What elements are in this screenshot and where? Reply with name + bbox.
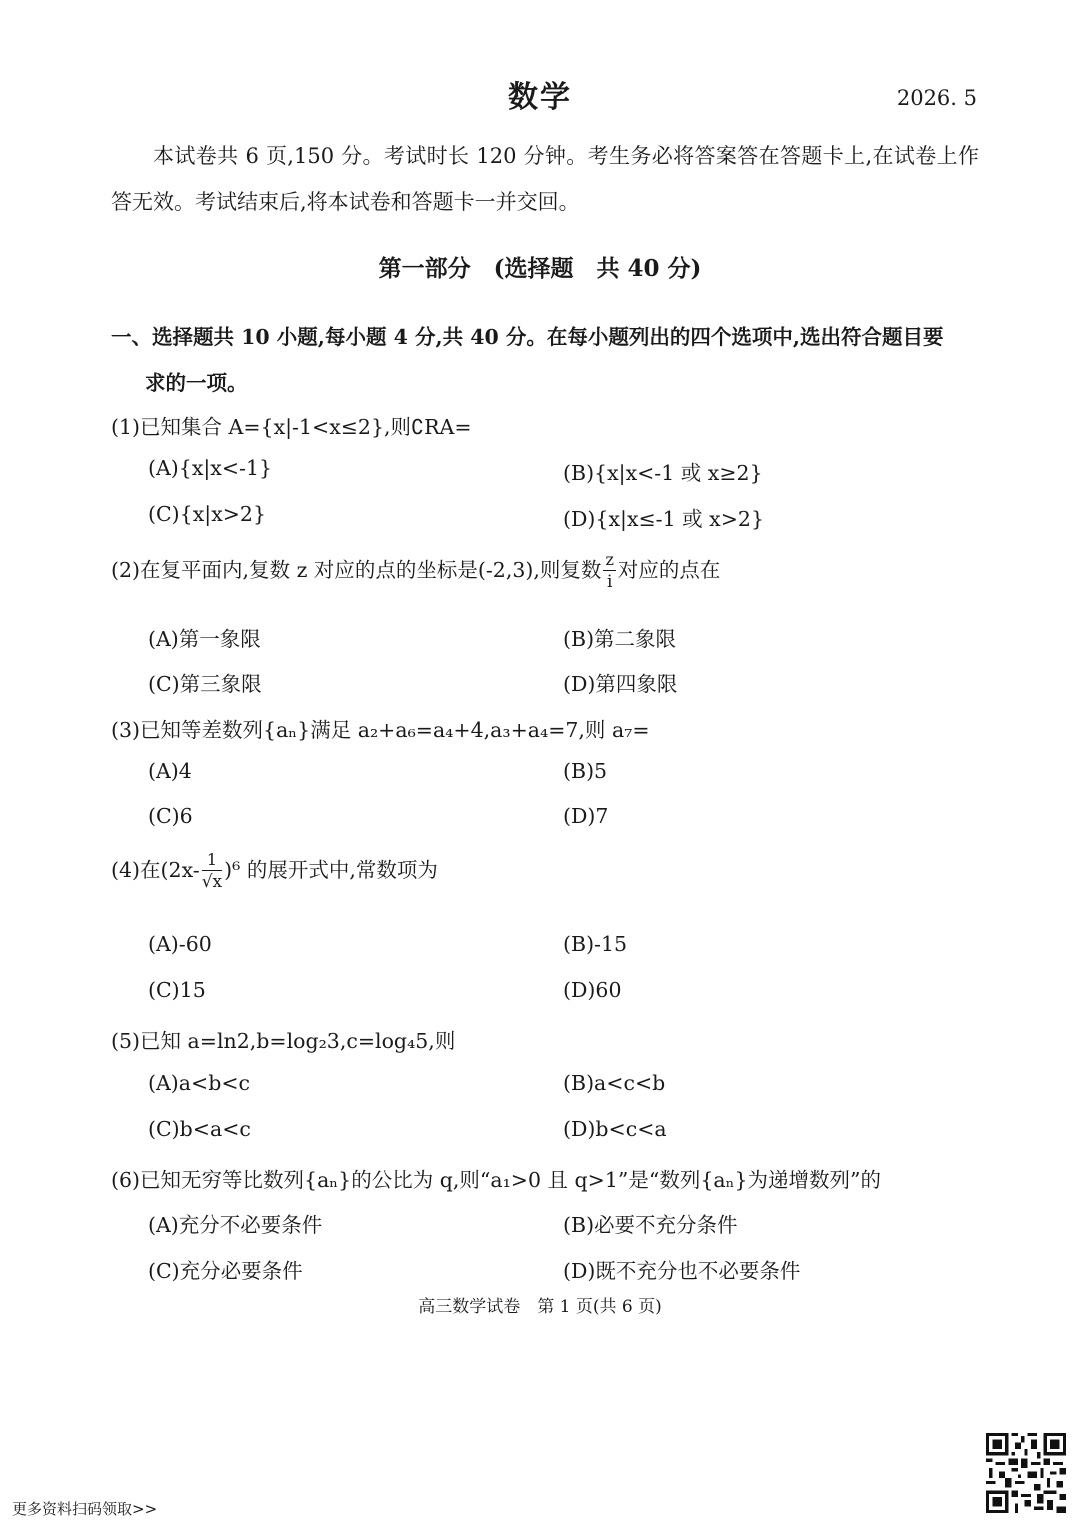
qr-code-icon[interactable] <box>986 1433 1066 1513</box>
question-2-stem <box>111 552 720 591</box>
question-5-option-b: (B)a<c<b <box>563 1071 666 1095</box>
question-4-fraction <box>202 852 222 891</box>
question-2-stem-text-b: 对应的点在 <box>617 558 721 582</box>
question-3-option-c: (C)6 <box>148 804 193 828</box>
question-6-option-d: (D)既不充分也不必要条件 <box>563 1259 801 1283</box>
exam-instructions: 本试卷共 6 页,150 分。考试时长 120 分钟。考生务必将答案答在答题卡上,在试卷上作答无效。考试结束后,将本试卷和答题卡一并交回。 <box>111 144 979 214</box>
question-2-fraction <box>603 552 615 591</box>
question-3-stem: (3)已知等差数列{aₙ}满足 a₂+a₆=a₄+4,a₃+a₄=7,则 a₇= <box>111 718 650 742</box>
more-resources-link[interactable]: 更多资料扫码领取>> <box>12 1500 158 1518</box>
exam-title: 数学 <box>508 80 572 115</box>
question-4-option-a: (A)-60 <box>148 932 212 956</box>
page-footer: 高三数学试卷 第 1 页(共 6 页) <box>418 1297 662 1317</box>
question-1-stem: (1)已知集合 A={x|-1<x≤2},则∁RA= <box>111 415 472 439</box>
question-2-option-a: (A)第一象限 <box>148 627 261 651</box>
question-1-option-b: (B){x|x<-1 或 x≥2} <box>563 461 763 485</box>
question-4-stem-text-b: )⁶ 的展开式中,常数项为 <box>224 858 438 882</box>
question-5-option-d: (D)b<c<a <box>563 1117 667 1141</box>
question-4-stem-text-a: (4)在(2x- <box>111 858 200 882</box>
part-heading: 第一部分 (选择题 共 40 分) <box>378 255 702 282</box>
question-6-option-a: (A)充分不必要条件 <box>148 1213 323 1237</box>
exam-date: 2026. 5 <box>896 86 977 110</box>
question-6-stem: (6)已知无穷等比数列{aₙ}的公比为 q,则“a₁>0 且 q>1”是“数列{aₙ}为递增数列”的 <box>111 1168 881 1192</box>
question-6-option-b: (B)必要不充分条件 <box>563 1213 738 1237</box>
question-4-stem <box>111 852 438 891</box>
question-1-option-c: (C){x|x>2} <box>148 502 267 526</box>
question-4-fraction-denominator: √x <box>201 872 223 892</box>
question-2-option-b: (B)第二象限 <box>563 627 677 651</box>
question-2-stem-text-a: (2)在复平面内,复数 z 对应的点的坐标是(-2,3),则复数 <box>111 558 602 582</box>
question-2-fraction-denominator: i <box>606 572 613 592</box>
question-4-option-d: (D)60 <box>563 978 622 1002</box>
question-6-option-c: (C)充分必要条件 <box>148 1259 303 1283</box>
question-3-option-a: (A)4 <box>148 759 192 783</box>
question-3-option-d: (D)7 <box>563 804 609 828</box>
question-2-option-c: (C)第三象限 <box>148 672 262 696</box>
question-3-option-b: (B)5 <box>563 759 608 783</box>
question-1-option-a: (A){x|x<-1} <box>148 456 273 480</box>
question-5-option-c: (C)b<a<c <box>148 1117 251 1141</box>
question-5-option-a: (A)a<b<c <box>148 1071 250 1095</box>
question-4-option-c: (C)15 <box>148 978 206 1002</box>
question-5-stem: (5)已知 a=ln2,b=log₂3,c=log₄5,则 <box>111 1029 456 1053</box>
question-1-option-d: (D){x|x≤-1 或 x>2} <box>563 507 765 531</box>
question-2-fraction-numerator: z <box>605 550 614 569</box>
section-line-2: 求的一项。 <box>145 371 248 395</box>
question-4-option-b: (B)-15 <box>563 932 628 956</box>
question-4-fraction-numerator: 1 <box>202 852 222 871</box>
section-instructions <box>111 314 981 406</box>
section-line-1: 一、选择题共 10 小题,每小题 4 分,共 40 分。在每小题列出的四个选项中,选出符合题目要 <box>111 325 944 349</box>
question-2-option-d: (D)第四象限 <box>563 672 678 696</box>
